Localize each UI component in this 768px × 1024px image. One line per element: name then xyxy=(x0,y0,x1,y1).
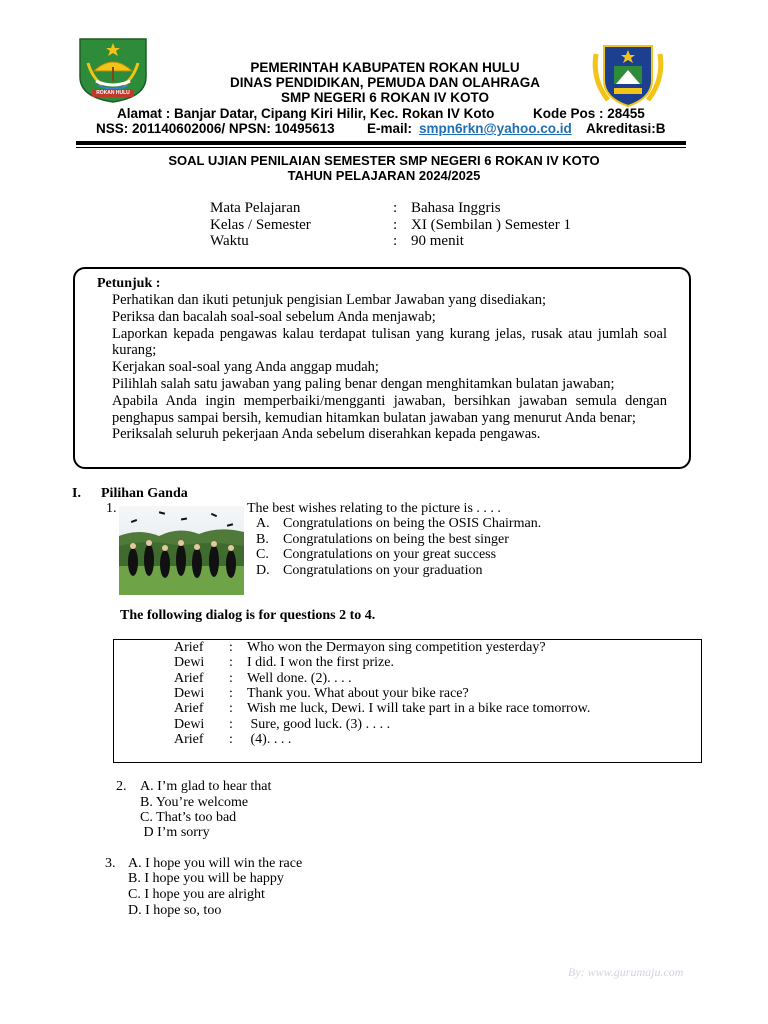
instruction-item: Perhatikan dan ikuti petunjuk pengisian Lembar Jawaban yang disediakan; xyxy=(112,292,547,308)
header-address: Alamat : Banjar Datar, Cipang Kiri Hilir, Kec. Rokan IV Koto xyxy=(117,106,495,121)
dialog-sep: : xyxy=(229,671,233,686)
dialog-line: Thank you. What about your bike race? xyxy=(247,686,469,701)
header-divider-thin xyxy=(76,147,686,148)
q3-option[interactable]: A. I hope you will win the race xyxy=(128,856,303,871)
q1-stem: The best wishes relating to the picture is . . . . xyxy=(247,501,501,516)
rokan-hulu-logo xyxy=(78,37,148,103)
watermark: By: www.gurumaju.com xyxy=(568,965,684,979)
instruction-item: Periksa dan bacalah soal-soal sebelum Anda menjawab; xyxy=(112,308,436,325)
exam-year: TAHUN PELAJARAN 2024/2025 xyxy=(287,168,481,183)
q2-option[interactable]: A. I’m glad to hear that xyxy=(140,779,272,794)
dialog-line: Well done. (2). . . . xyxy=(247,671,352,686)
dialog-sep: : xyxy=(229,686,233,701)
dialog-sep: : xyxy=(229,732,233,747)
q3-option[interactable]: B. I hope you will be happy xyxy=(128,871,284,886)
dialog-line: Who won the Dermayon sing competition yesterday? xyxy=(247,640,546,655)
header-email-label: E-mail: xyxy=(367,121,413,136)
q3-option[interactable]: D. I hope so, too xyxy=(128,903,222,918)
instruction-item: Kerjakan soal-soal yang Anda anggap mudah; xyxy=(112,359,379,376)
dialog-sep: : xyxy=(229,655,233,670)
q1-option-text[interactable]: Congratulations on your graduation xyxy=(283,563,483,578)
dialog-line: Sure, good luck. (3) . . . . xyxy=(247,717,391,732)
instruction-item: Pilihlah salah satu jawaban yang paling benar dengan menghitamkan bulatan jawaban; xyxy=(112,375,615,392)
dialog-speaker: Arief xyxy=(174,732,204,747)
dialog-line: (4). . . . xyxy=(247,732,292,747)
info-sep: : xyxy=(393,233,398,249)
header-divider-thick xyxy=(76,141,686,145)
section-title: Pilihan Ganda xyxy=(101,486,188,501)
dialog-sep: : xyxy=(229,701,233,716)
info-label-time: Waktu xyxy=(210,233,249,249)
instruction-item: Periksalah seluruh pekerjaan Anda sebelum diserahkan kepada pengawas. xyxy=(112,426,541,443)
dialog-speaker: Arief xyxy=(174,640,204,655)
q1-option-letter: C. xyxy=(256,547,269,562)
instruction-item: Laporkan kepada pengawas kalau terdapat tulisan yang kurang jelas, rusak atau jumlah soal kurang; xyxy=(112,325,667,359)
dialog-intro: The following dialog is for questions 2 to 4. xyxy=(120,608,376,623)
q1-option-text[interactable]: Congratulations on your great success xyxy=(283,547,497,562)
q1-option-letter: B. xyxy=(256,532,269,547)
graduation-photo xyxy=(119,506,244,595)
header-department: DINAS PENDIDIKAN, PEMUDA DAN OLAHRAGA xyxy=(229,75,540,90)
info-value-class: XI (Sembilan ) Semester 1 xyxy=(411,217,571,233)
info-sep: : xyxy=(393,217,398,233)
dialog-line: Wish me luck, Dewi. I will take part in a bike race tomorrow. xyxy=(247,701,591,716)
header-school-name: SMP NEGERI 6 ROKAN IV KOTO xyxy=(280,90,490,105)
info-value-time: 90 menit xyxy=(411,233,464,249)
info-label-class: Kelas / Semester xyxy=(210,217,311,233)
exam-title: SOAL UJIAN PENILAIAN SEMESTER SMP NEGERI 6 ROKAN IV KOTO xyxy=(168,153,600,168)
q1-option-text[interactable]: Congratulations on being the OSIS Chairman. xyxy=(283,516,542,531)
q1-option-text[interactable]: Congratulations on being the best singer xyxy=(283,532,509,547)
q1-option-letter: A. xyxy=(256,516,270,531)
info-value-subject: Bahasa Inggris xyxy=(411,200,501,216)
header-postcode: Kode Pos : 28455 xyxy=(533,106,645,121)
dialog-speaker: Arief xyxy=(174,701,204,716)
section-number: I. xyxy=(72,486,81,501)
q3-number: 3. xyxy=(105,856,116,871)
header-nss-npsn: NSS: 201140602006/ NPSN: 10495613 xyxy=(96,121,335,136)
header-email-link[interactable]: smpn6rkn@yahoo.co.id xyxy=(419,121,572,136)
q2-option[interactable]: D I’m sorry xyxy=(140,825,210,840)
dialog-sep: : xyxy=(229,717,233,732)
dialog-sep: : xyxy=(229,640,233,655)
q1-number: 1. xyxy=(106,501,117,516)
dialog-speaker: Dewi xyxy=(174,655,205,670)
q3-option[interactable]: C. I hope you are alright xyxy=(128,887,265,902)
instruction-item: Apabila Anda ingin memperbaiki/mengganti jawaban, bersihkan jawaban semula dengan penghapus sampai bersih, kemudian hitamkan bulatan jawaban yang menurut Anda benar; xyxy=(112,392,667,426)
logo-banner-text: ROKAN HULU xyxy=(96,90,130,96)
q2-number: 2. xyxy=(116,779,127,794)
q2-option[interactable]: B. You’re welcome xyxy=(140,795,249,810)
dialog-speaker: Arief xyxy=(174,671,204,686)
instructions-heading: Petunjuk : xyxy=(97,276,161,291)
info-sep: : xyxy=(393,200,398,216)
q1-option-letter: D. xyxy=(256,563,270,578)
dialog-speaker: Dewi xyxy=(174,686,205,701)
header-government: PEMERINTAH KABUPATEN ROKAN HULU xyxy=(250,60,520,75)
q2-option[interactable]: C. That’s too bad xyxy=(140,810,237,825)
info-label-subject: Mata Pelajaran xyxy=(210,200,301,216)
instructions-list xyxy=(112,292,667,443)
dialog-line: I did. I won the first prize. xyxy=(247,655,394,670)
dialog-speaker: Dewi xyxy=(174,717,205,732)
header-accreditation: Akreditasi:B xyxy=(586,121,666,136)
